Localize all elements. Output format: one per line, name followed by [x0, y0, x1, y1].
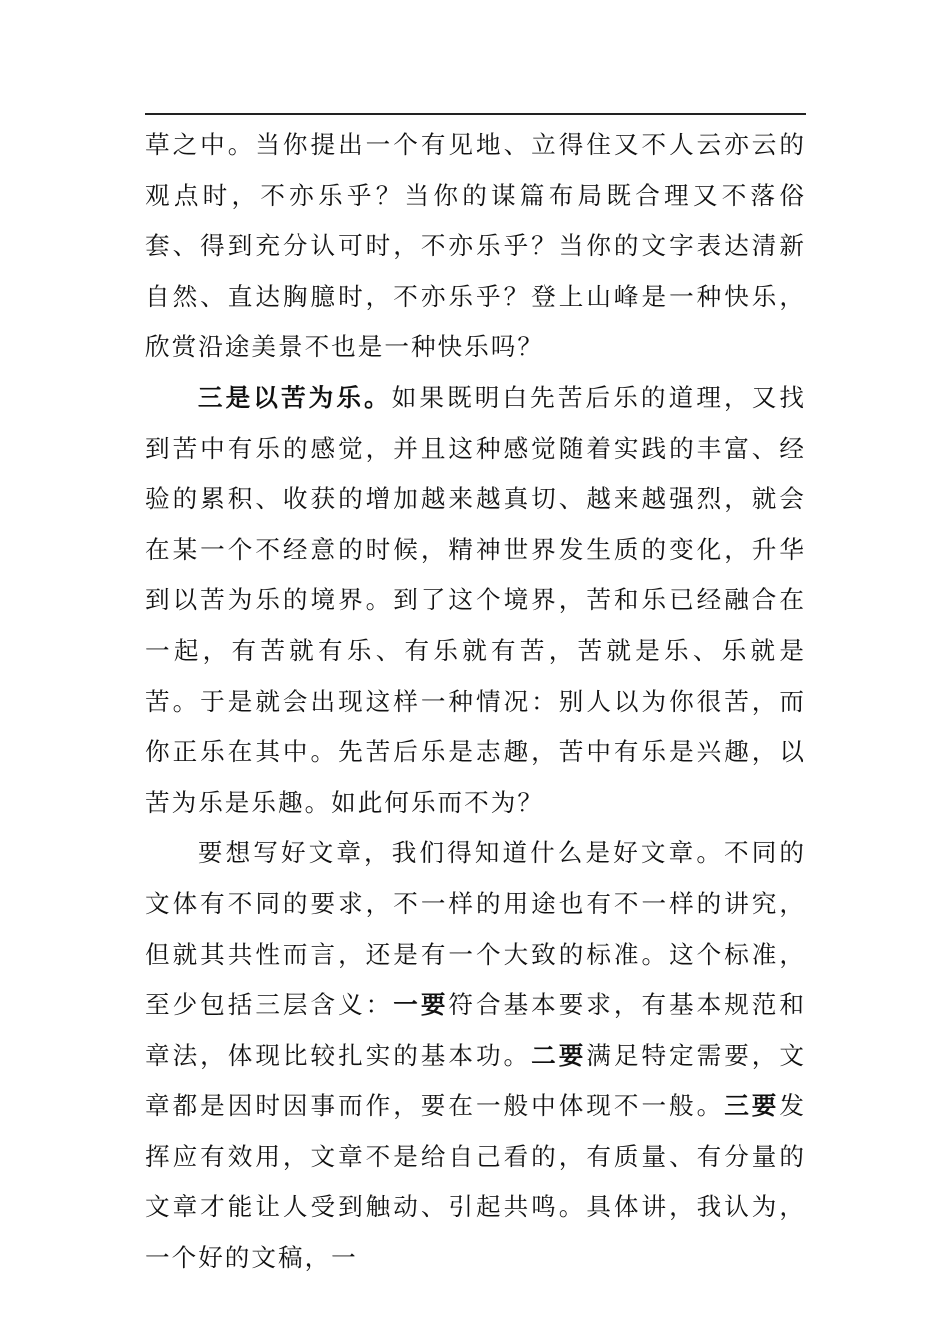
paragraph-2-text: 如果既明白先苦后乐的道理，又找到苦中有乐的感觉，并且这种感觉随着实践的丰富、经验的累积、收获的增加越来越真切、越来越强烈，就会在某一个不经意的时候，精神世界发生质的变化，升华到以苦为乐的境界。到了这个境界，苦和乐已经融合在一起，有苦就有乐、有乐就有苦，苦就是乐、乐就是苦。于是就会出现这样一种情况：别人以为你很苦，而你正乐在其中。先苦后乐是志趣，苦中有乐是兴趣，以苦为乐是乐趣。如此何乐而不为？: [145, 382, 806, 817]
header-rule: [145, 113, 806, 115]
paragraph-3: [145, 828, 806, 1283]
paragraph-3-text-point-3: 发挥应有效用，文章不是给自己看的，有质量、有分量的文章才能让人受到触动、引起共鸣。具体讲，我认为，一个好的文稿，一: [145, 1091, 806, 1273]
paragraph-3-text-intro: 要想写好文章，我们得知道什么是好文章。不同的文体有不同的要求，不一样的用途也有不一样的讲究，但就其共性而言，还是有一个大致的标准。这个标准，至少包括三层含义：: [145, 838, 806, 1020]
paragraph-1: [145, 120, 806, 373]
paragraph-2: [145, 373, 806, 828]
section-heading-san-shi-yi-ku-wei-le: 三是以苦为乐。: [197, 382, 392, 412]
point-label-san-yao: 三要: [724, 1091, 780, 1121]
point-label-er-yao: 二要: [531, 1040, 587, 1070]
point-label-yi-yao: 一要: [393, 990, 449, 1020]
document-body: [145, 120, 806, 1284]
paragraph-1-text: 草之中。当你提出一个有见地、立得住又不人云亦云的观点时，不亦乐乎？当你的谋篇布局既合理又不落俗套、得到充分认可时，不亦乐乎？当你的文字表达清新自然、直达胸臆时，不亦乐乎？登上山峰是一种快乐，欣赏沿途美景不也是一种快乐吗？: [145, 130, 806, 362]
paragraph-3-text-point-2: 满足特定需要，文章都是因时因事而作，要在一般中体现不一般。: [145, 1040, 806, 1121]
paragraph-3-text-point-1: 符合基本要求，有基本规范和章法，体现比较扎实的基本功。: [145, 990, 806, 1070]
